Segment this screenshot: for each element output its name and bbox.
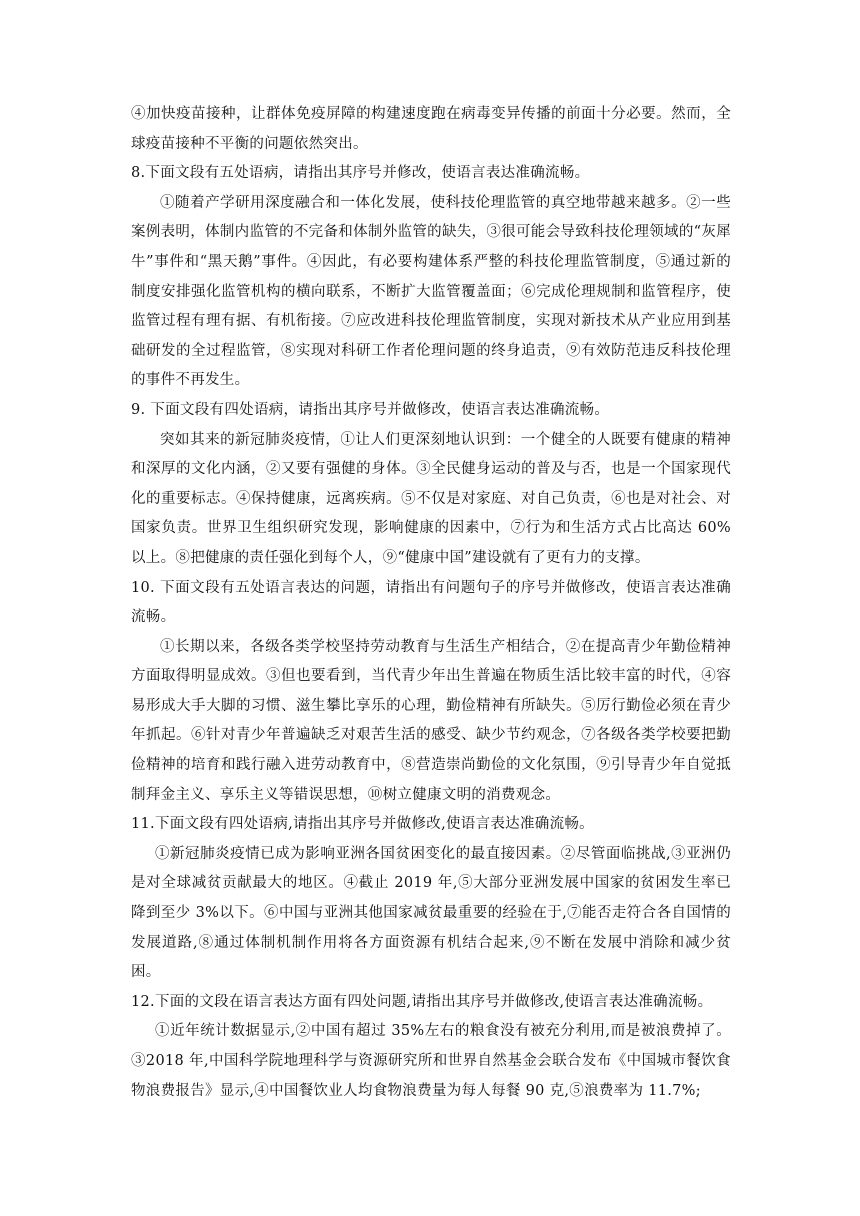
question-8-passage: ①随着产学研用深度融合和一体化发展，使科技伦理监管的真空地带越来越多。②一些案例表明，体制内监管的不完备和体制外监管的缺失，③很可能会导致科技伦理领域的“灰犀牛”事件和“黑天鹅”事件。④因此，有必要构建体系严整的科技伦理监管制度，⑤通过新的制度安排强化监管机构的横向联系，不断扩大监管覆盖面；⑥完成伦理规制和监管程序，使监管过程有理有据、有机衔接。⑦应改进科技伦理监管制度，实现对新技术从产业应用到基础研发的全过程监管，⑧实现对科研工作者伦理问题的终身追责，⑨有效防范违反科技伦理的事件不再发生。 bbox=[131, 194, 731, 389]
document-body bbox=[131, 100, 731, 1106]
question-9-stem: 9. 下面文段有四处语病，请指出其序号并做修改，使语言表达准确流畅。 bbox=[131, 401, 610, 418]
question-11-stem: 11.下面文段有四处语病,请指出其序号并做修改,使语言表达准确流畅。 bbox=[131, 816, 594, 833]
question-11-passage: ①新冠肺炎疫情已成为影响亚洲各国贫困变化的最直接因素。②尽管面临挑战,③亚洲仍是对全球减贫贡献最大的地区。④截止 2019 年,⑤大部分亚洲发展中国家的贫困发生率已降到至少 3%以下。⑥中国与亚洲其他国家减贫最重要的经验在于,⑦能否走符合各自国情的发展道路,⑧通过体制机制作用将各方面资源有机结合起来,⑨不断在发展中消除和减少贫困。 bbox=[131, 845, 731, 981]
question-12-stem: 12.下面的文段在语言表达方面有四处问题,请指出其序号并做修改,使语言表达准确流畅。 bbox=[131, 993, 713, 1010]
question-12-passage: ①近年统计数据显示,②中国有超过 35%左右的粮食没有被充分利用,而是被浪费掉了。③2018 年,中国科学院地理科学与资源研究所和世界自然基金会联合发布《中国城市餐饮食物浪费报告》显示,④中国餐饮业人均食物浪费量为每人每餐 90 克,⑤浪费率为 11.7%; bbox=[131, 1023, 731, 1099]
question-9-passage: 突如其来的新冠肺炎疫情，①让人们更深刻地认识到：一个健全的人既要有健康的精神和深厚的文化内涵，②又要有强健的身体。③全民健身运动的普及与否，也是一个国家现代化的重要标志。④保持健康，远离疾病。⑤不仅是对家庭、对自己负责，⑥也是对社会、对国家负责。世界卫生组织研究发现，影响健康的因素中，⑦行为和生活方式占比高达 60%以上。⑧把健康的责任强化到每个人，⑨“健康中国”建设就有了更有力的支撑。 bbox=[131, 431, 731, 566]
question-10-stem: 10. 下面文段有五处语言表达的问题，请指出有问题句子的序号并做修改，使语言表达准确流畅。 bbox=[131, 579, 731, 626]
question-8-stem: 8.下面文段有五处语病，请指出其序号并修改，使语言表达准确流畅。 bbox=[131, 165, 590, 182]
previous-question-tail: ④加快疫苗接种，让群体免疫屏障的构建速度跑在病毒变异传播的前面十分必要。然而，全球疫苗接种不平衡的问题依然突出。 bbox=[131, 106, 731, 152]
question-10-passage: ①长期以来，各级各类学校坚持劳动教育与生活生产相结合，②在提高青少年勤俭精神方面取得明显成效。③但也要看到，当代青少年出生普遍在物质生活比较丰富的时代，④容易形成大手大脚的习惯、滋生攀比享乐的心理，勤俭精神有所缺失。⑤厉行勤俭必须在青少年抓起。⑥针对青少年普遍缺乏对艰苦生活的感受、缺少节约观念，⑦各级各类学校要把勤俭精神的培育和践行融入进劳动教育中，⑧营造崇尚勤俭的文化氛围，⑨引导青少年自觉抵制拜金主义、享乐主义等错误思想，⑩树立健康文明的消费观念。 bbox=[131, 638, 731, 803]
